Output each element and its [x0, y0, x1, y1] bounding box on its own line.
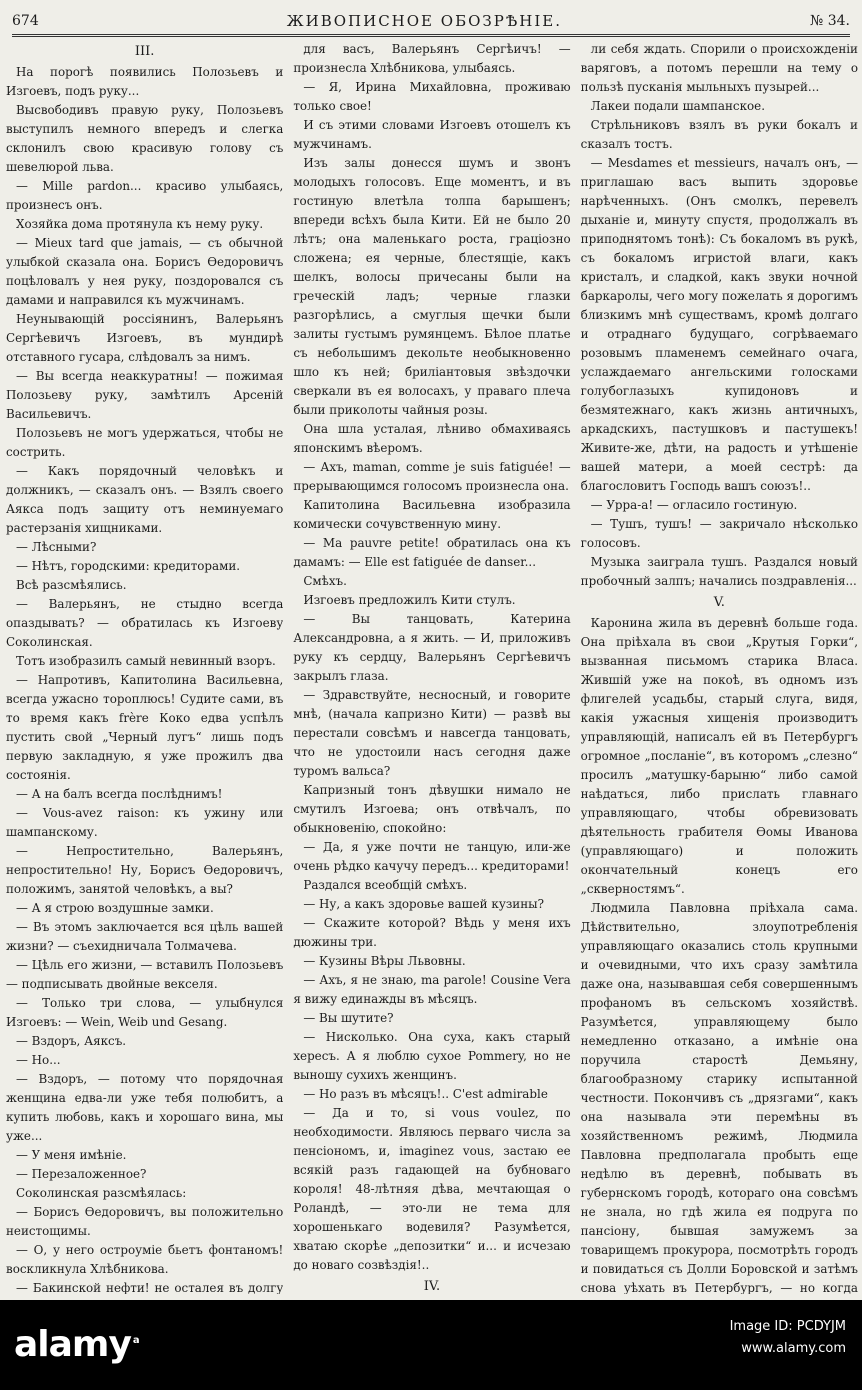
- paragraph: — Валерьянъ, не стыдно всегда опаздывать? — обратилась къ Изгоеву Соколинская.: [6, 597, 284, 649]
- paragraph: Хозяйка дома протянула къ нему руку.: [16, 217, 264, 231]
- paragraph: — Mesdames et messieurs, началъ онъ, — приглашаю васъ выпить здоровье нарѣченныхъ. (Онъ смолкъ, перевелъ дыханіе и, минуту спустя, продолжалъ въ приподнятомъ тонѣ): Съ бокаломъ въ рукѣ, съ бокаломъ игристой влаги, какъ кристалъ, и сладкой, какъ звуки ночной баркаролы, чего могу пожелать я дорогимъ близкимъ мнѣ существамъ, кромѣ долгаго и отраднаго будущаго, согрѣваемаго розовымъ пламенемъ семейнаго очага, услаждаемаго ангельскими голосками голубоглазыхъ купидоновъ и безмятежнаго, какъ жизнь античныхъ, аркадскихъ, пастушковъ и пастушекъ! Живите-же, дѣти, на радость и утѣшеніе вашей матери, а моей сестрѣ: да благословитъ Господь вашъ союзъ!..: [580, 156, 858, 493]
- paragraph: — Vous-avez raison: къ ужину или шампанскому.: [6, 806, 284, 839]
- paragraph: — Да и то, si vous voulez, по необходимости. Являюсь перваго числа за пенсіономъ, и, imaginez vous, застаю ее всякій разъ гадающей на бубноваго короля! 48-лѣтняя дѣва, мечтающая о Роландѣ, — это-ли не тема для хорошенькаго водевиля? Разумѣется, хватаю скорѣе „депозитки“ и... и исчезаю до новаго созвѣздія!..: [293, 1106, 571, 1272]
- paragraph: — Только три слова, — улыбнулся Изгоевъ: — Wein, Weib und Gesang.: [6, 996, 284, 1029]
- column-1: [6, 40, 283, 1294]
- paragraph: — Непростительно, Валерьянъ, непростительно! Ну, Борисъ Ѳедоровичъ, положимъ, занятой человѣкъ, а вы?: [6, 844, 284, 896]
- paragraph: — Вы шутите?: [303, 1011, 394, 1025]
- site-url: www.alamy.com: [741, 1341, 846, 1356]
- paragraph: — Вздоръ, Аяксъ.: [16, 1034, 127, 1048]
- paragraph: — Какъ порядочный человѣкъ и должникъ, — сказалъ онъ. — Взялъ своего Аякса подъ защиту отъ неминуемаго растерзанія хищниками.: [6, 464, 284, 535]
- column-3: [581, 40, 858, 1294]
- paragraph: — Ну, а какъ здоровье вашей кузины?: [303, 897, 544, 911]
- paragraph: — Напротивъ, Капитолина Васильевна, всегда ужасно тороплюсь! Судите сами, въ то время какъ frère Коко едва успѣлъ пустить свой „Черный лугъ“ лишь подъ первую закладную, я уже прожилъ два состоянія.: [6, 673, 284, 782]
- paragraph: — Тушъ, тушъ! — закричало нѣсколько голосовъ.: [580, 517, 858, 550]
- paragraph: Каронина жила въ деревнѣ больше года. Она пріѣхала въ свои „Крутыя Горки“, вызванная письмомъ старика Власа. Жившій уже на покоѣ, въ одномъ изъ флигелей усадьбы, старый слуга, видя, какія ужасныя хищенія производитъ управляющій, написалъ ей въ Петербургъ огромное „посланіе“, въ которомъ „слезно“ просилъ „матушку-барыню“ либо самой наѣдаться, либо прислать главнаго управляющаго, чтобы обревизовать дѣятельность грабителя Ѳомы Иванова (управляющаго) и положить окончательный конецъ его „скверностямъ“.: [580, 616, 858, 896]
- paragraph: — Кузины Вѣры Львовны.: [303, 954, 466, 968]
- paragraph: — Перезаложенное?: [16, 1167, 147, 1181]
- paragraph: — Бакинской нефти! не осталея въ долгу: [16, 1281, 284, 1294]
- paragraph: Она шла усталая, лѣниво обмахиваясь японскимъ вѣеромъ.: [293, 422, 571, 455]
- paragraph: — Ахъ, я не знаю, ma parole! Cousine Vera я вижу единажды въ мѣсяцъ.: [293, 973, 571, 1006]
- section-heading: V.: [713, 595, 725, 610]
- paragraph: — Ахъ, maman, comme je suis fatiguée! — прерывающимся голосомъ произнесла она.: [293, 460, 571, 493]
- paragraph: для васъ, Валерьянъ Сергѣичъ! — произнесла Хлѣбникова, улыбаясь.: [293, 42, 571, 75]
- paragraph: Изгоевъ предложилъ Кити стулъ.: [303, 593, 516, 607]
- paragraph: — У меня имѣніе.: [16, 1148, 127, 1162]
- paragraph: — Но разъ въ мѣсяцъ!.. C'est admirable: [303, 1087, 548, 1101]
- paragraph: — Mille pardon... красиво улыбаясь, произнесъ онъ.: [6, 179, 284, 212]
- paragraph: Всѣ разсмѣялись.: [16, 578, 127, 592]
- paragraph: Смѣхъ.: [303, 574, 347, 588]
- paragraph: — Цѣль его жизни, — вставилъ Полозьевъ — подписывать двойные векселя.: [6, 958, 284, 991]
- paragraph: Высвободивъ правую руку, Полозьевъ выступилъ немного впередъ и слегка склонилъ свою красивую голову съ шевелюрой льва.: [6, 103, 284, 174]
- paragraph: Лакеи подали шампанское.: [590, 99, 765, 113]
- paragraph: — О, у него остроуміе бьетъ фонтаномъ! воскликнула Хлѣбникова.: [6, 1243, 284, 1276]
- paragraph: — А на балъ всегда послѣднимъ!: [16, 787, 223, 801]
- paragraph: — Борисъ Ѳедоровичъ, вы положительно неистощимы.: [6, 1205, 284, 1238]
- paragraph: — Вы всегда неаккуратны! — пожимая Полозьеву руку, замѣтилъ Арсеній Васильевичъ.: [6, 369, 284, 421]
- paragraph: — Скажите которой? Вѣдь у меня ихъ дюжины три.: [293, 916, 571, 949]
- stock-footer-bar: [0, 1300, 862, 1390]
- image-id: Image ID: PCDYJM: [729, 1319, 846, 1334]
- page-header: [12, 8, 850, 37]
- paragraph: — Но...: [16, 1053, 61, 1067]
- alamy-logo: alamy $^a$: [14, 1324, 139, 1365]
- column-2: [293, 40, 570, 1294]
- paragraph: — А я строю воздушные замки.: [16, 901, 214, 915]
- paragraph: Соколинская разсмѣялась:: [16, 1186, 187, 1200]
- paragraph: — Да, я уже почти не танцую, или-же очень рѣдко качучу передъ... кредиторами!: [293, 840, 571, 873]
- paragraph: — Я, Ирина Михайловна, проживаю только свое!: [293, 80, 571, 113]
- section-heading: IV.: [423, 1279, 441, 1294]
- paragraph: — Нисколько. Она суха, какъ старый хересъ. А я люблю сухое Pommery, но не выношу сухихъ женщинъ.: [293, 1030, 571, 1082]
- paragraph: Неунывающій россіянинъ, Валерьянъ Сергѣевичъ Изгоевъ, въ мундирѣ отставного гусара, слѣдовалъ за нимъ.: [6, 312, 284, 364]
- paragraph: — Лѣсными?: [16, 540, 97, 554]
- paragraph: Людмила Павловна пріѣхала сама. Дѣйствительно, злоупотребленія управляющаго оказались столь крупными и очевидными, что ихъ сразу замѣтила даже она, называвшая себя совершеннымъ профаномъ въ сельскомъ хозяйствѣ. Разумѣется, управляющему было немедленно отказано, а имѣніе она поручила старостѣ Демьяну, благообразному старику испытанной честности. Покончивъ съ „дрязгами“, какъ она называла эти перемѣны въ хозяйственномъ режимѣ, Людмила Павловна предполагала пробыть еще недѣлю въ деревнѣ, побывать въ губернскомъ городѣ, котораго она совсѣмъ не знала, но гдѣ жила ея подруга по пансіону, бывшая замужемъ за товарищемъ прокурора, посмотрѣть городъ и повидаться съ Долли Боровской и затѣмъ снова уѣхать въ Петербургъ, — но когда: [580, 901, 858, 1294]
- paragraph: Полозьевъ не могъ удержаться, чтобы не сострить.: [6, 426, 284, 459]
- publication-title: ЖИВОПИСНОЕ ОБОЗРѢНІЕ.: [286, 12, 562, 30]
- paragraph: И съ этими словами Изгоевъ отошелъ къ мужчинамъ.: [293, 118, 571, 151]
- paragraph: На порогѣ появились Полозьевъ и Изгоевъ, подъ руку...: [6, 65, 284, 98]
- footer-meta: [730, 1316, 846, 1360]
- paragraph: Музыка заиграла тушъ. Раздался новый пробочный залпъ; начались поздравленія...: [580, 555, 858, 588]
- paragraph: — Нѣтъ, городскими: кредиторами.: [16, 559, 241, 573]
- paragraph: Стрѣльниковъ взялъ въ руки бокалъ и сказалъ тостъ.: [580, 118, 858, 151]
- section-heading: III.: [134, 44, 155, 59]
- issue-number: № 34.: [810, 13, 850, 29]
- paragraph: — Вы танцовать, Катерина Александровна, а я жить. — И, приложивъ руку къ сердцу, Валерьянъ Сергѣевичъ закрылъ глаза.: [293, 612, 571, 683]
- paragraph: — Урра-а! — огласило гостиную.: [590, 498, 798, 512]
- paragraph: — Вздоръ, — потому что порядочная женщина едва-ли уже тебя полюбитъ, а купить любовь, какъ и хорошаго вина, мы уже...: [6, 1072, 284, 1143]
- paragraph: — Въ этомъ заключается вся цѣль вашей жизни? — съехидничала Толмачева.: [6, 920, 284, 953]
- paragraph: Изъ залы донесся шумъ и звонъ молодыхъ голосовъ. Еще моментъ, и въ гостиную влетѣла толпа барышенъ; впереди всѣхъ была Кити. Ей не было 20 лѣтъ; она маленькаго роста, граціозно сложена; ея черные, блестящіе, какъ шелкъ, волосы причесаны были на греческій ладъ; черные глазки разгорѣлись, а смуглыя щечки были залиты густымъ румянцемъ. Бѣлое платье съ небольшимъ декольте необыкновенно шло къ ней; бриліантовыя звѣздочки сверкали въ ея волосахъ, у праваго плеча были приколоты чайныя розы.: [293, 156, 571, 417]
- paragraph: — Здравствуйте, несносный, и говорите мнѣ, (начала капризно Кити) — развѣ вы перестали совсѣмъ и навсегда танцовать, что не удостоили насъ сегодня даже туромъ вальса?: [293, 688, 571, 778]
- paragraph: — Mieux tard que jamais, — съ обычной улыбкой сказала она. Борисъ Ѳедоровичъ поцѣловалъ у нея руку, поздоровался съ дамами и направился къ мужчинамъ.: [6, 236, 284, 307]
- paragraph: ли себя ждать. Спорили о происхожденіи варяговъ, а потомъ перешли на тему о пользѣ пусканія мыльныхъ пузырей...: [580, 42, 858, 94]
- page-number: 674: [12, 13, 39, 29]
- paragraph: Капитолина Васильевна изобразила комически сочувственную мину.: [293, 498, 571, 531]
- paragraph: Раздался всеобщій смѣхъ.: [303, 878, 468, 892]
- paragraph: — Ma pauvre petite! обратилась она къ дамамъ: — Elle est fatiguée de danser...: [293, 536, 571, 569]
- text-columns: [6, 40, 858, 1294]
- paragraph: Тотъ изобразилъ самый невинный взоръ.: [16, 654, 276, 668]
- paragraph: Капризный тонъ дѣвушки нимало не смутилъ Изгоева; онъ отвѣчалъ, по обыкновенію, спокойно:: [293, 783, 571, 835]
